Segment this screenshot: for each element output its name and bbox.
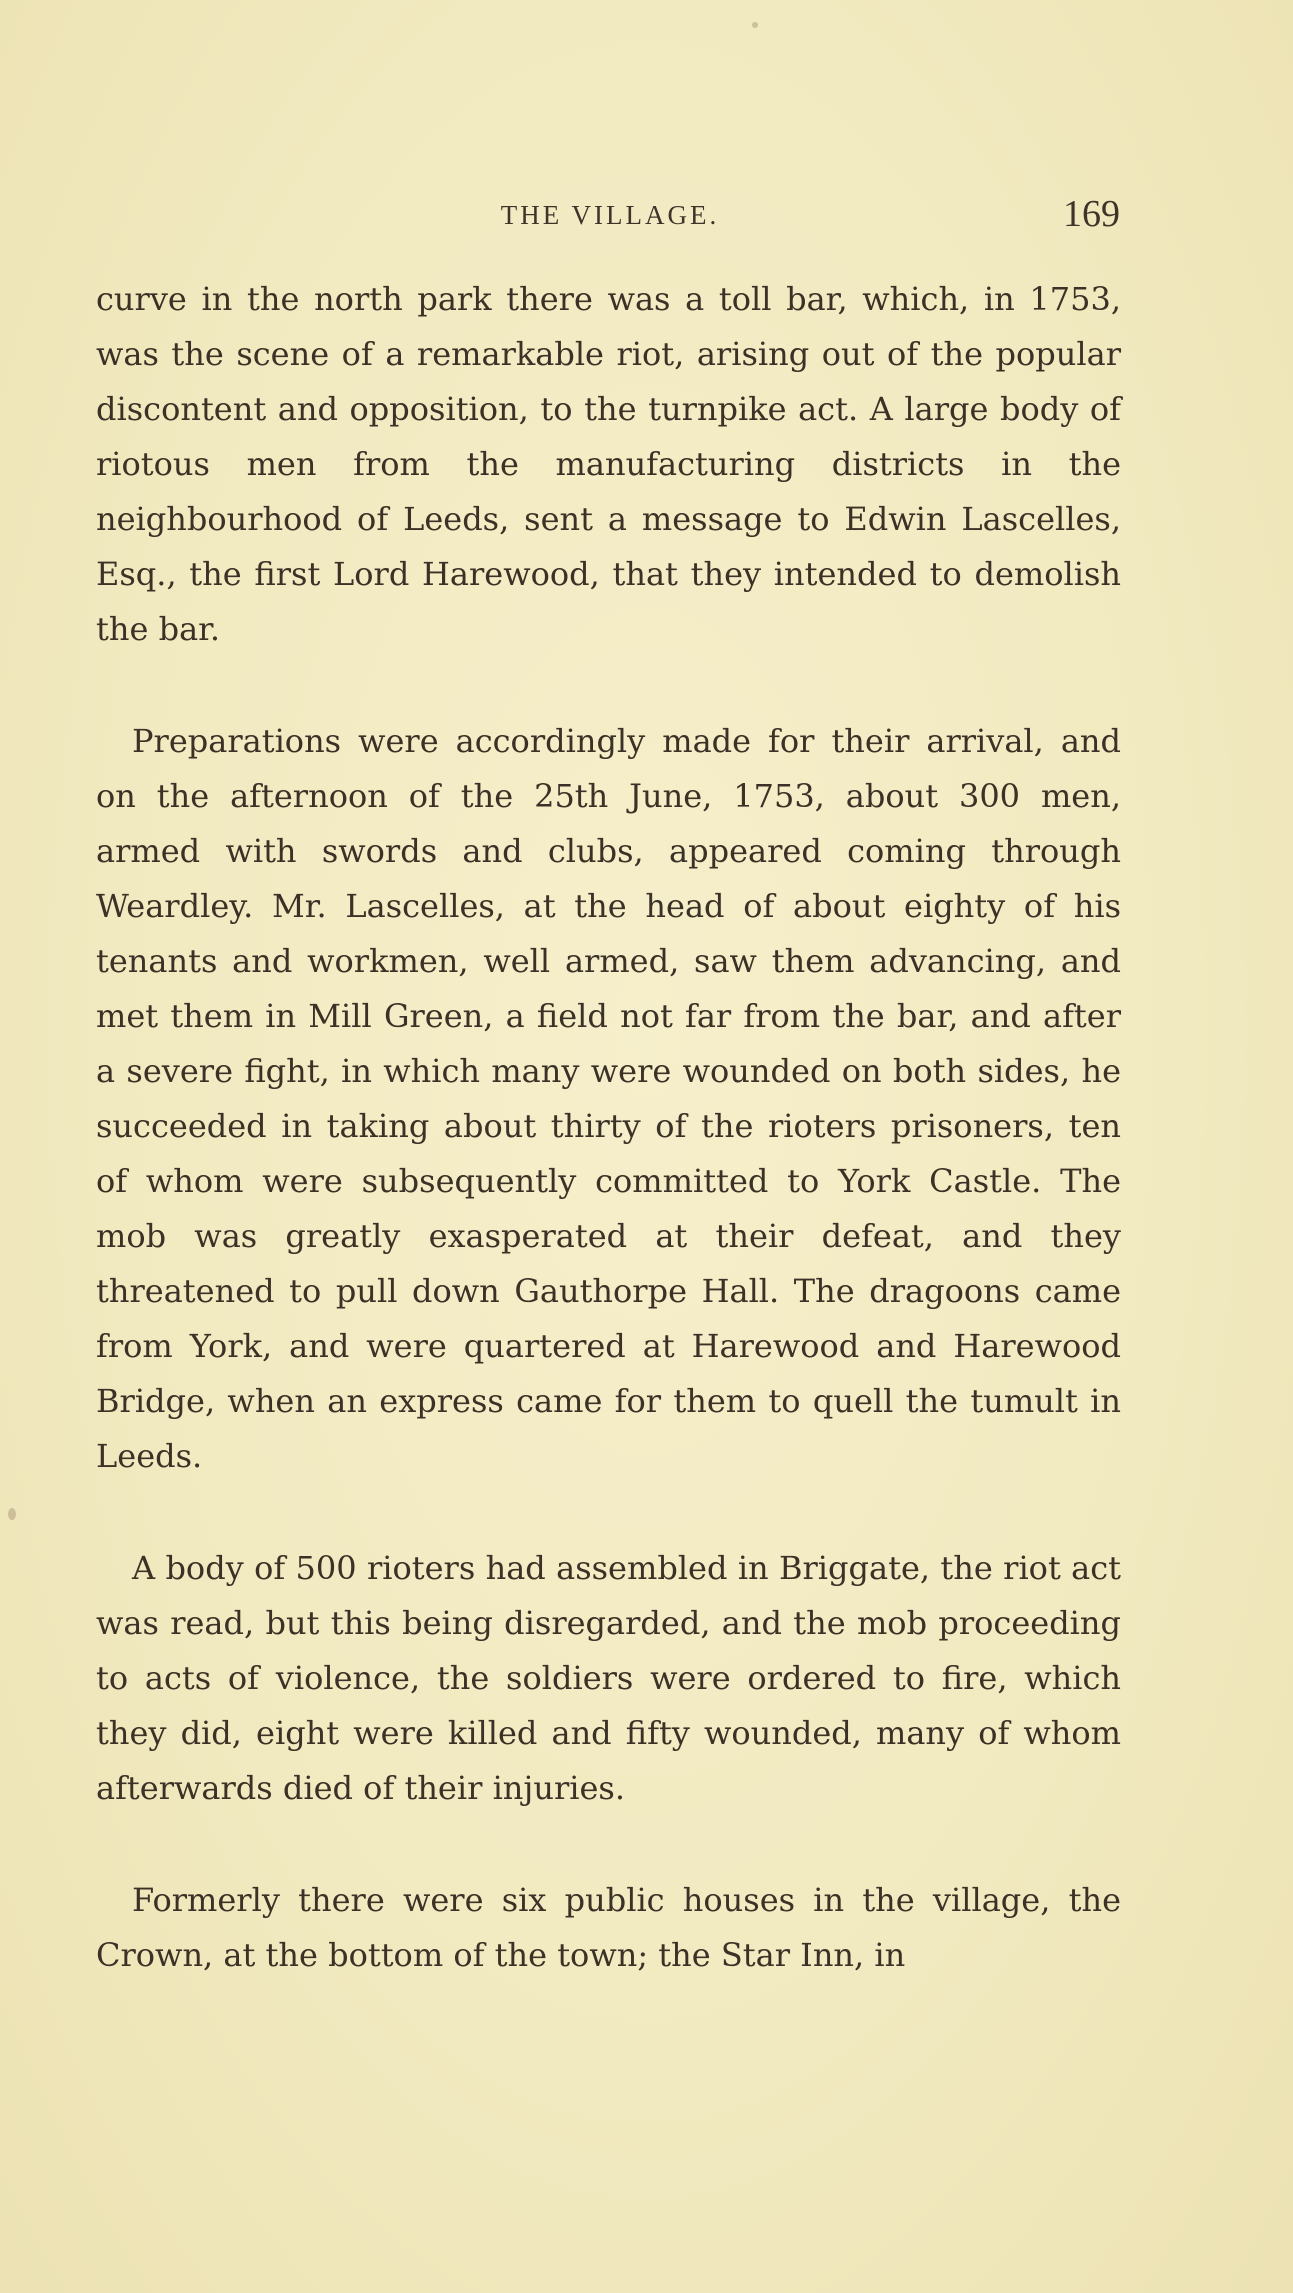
paragraph-public-houses: Formerly there were six public houses in the village, the Crown, at the bottom of the town; the Star Inn, in [96, 1881, 1121, 1974]
running-head [100, 192, 1120, 242]
paragraph-continued: curve in the north park there was a toll bar, which, in 1753, was the scene of a remarkable riot, arising out of the popular discontent and opposition, to the turnpike act. A large body of riotous men from the manufacturing districts in the neighbourhood of Leeds, sent a message to Edwin Lascelles, Esq., the first Lord Harewood, that they intended to demolish the bar. [96, 280, 1121, 648]
paper-speck [8, 1508, 16, 1520]
paper-speck [752, 22, 758, 28]
page-number: 169 [1063, 193, 1120, 235]
paragraph-preparations: Preparations were accordingly made for their arrival, and on the afternoon of the 25th June, 1753, about 300 men, armed with swords and clubs, appeared coming through Weardley. Mr. Lascelles, at the head of about eighty of his tenants and workmen, well armed, saw them advancing, and met them in Mill Green, a field not far from the bar, and after a severe fight, in which many were wounded on both sides, he succeeded in taking about thirty of the rioters prisoners, ten of whom were subsequently committed to York Castle. The mob was greatly exasperated at their defeat, and they threatened to pull down Gauthorpe Hall. The dragoons came from York, and were quartered at Harewood and Harewood Bridge, when an express came for them to quell the tumult in Leeds. [96, 722, 1121, 1475]
running-title: THE VILLAGE. [500, 200, 720, 230]
body-text [96, 272, 1121, 1983]
paragraph-briggate-riot: A body of 500 rioters had assembled in Briggate, the riot act was read, but this being disregarded, and the mob proceeding to acts of violence, the soldiers were ordered to fire, which they did, eight were killed and fifty wounded, many of whom afterwards died of their injuries. [96, 1549, 1121, 1807]
